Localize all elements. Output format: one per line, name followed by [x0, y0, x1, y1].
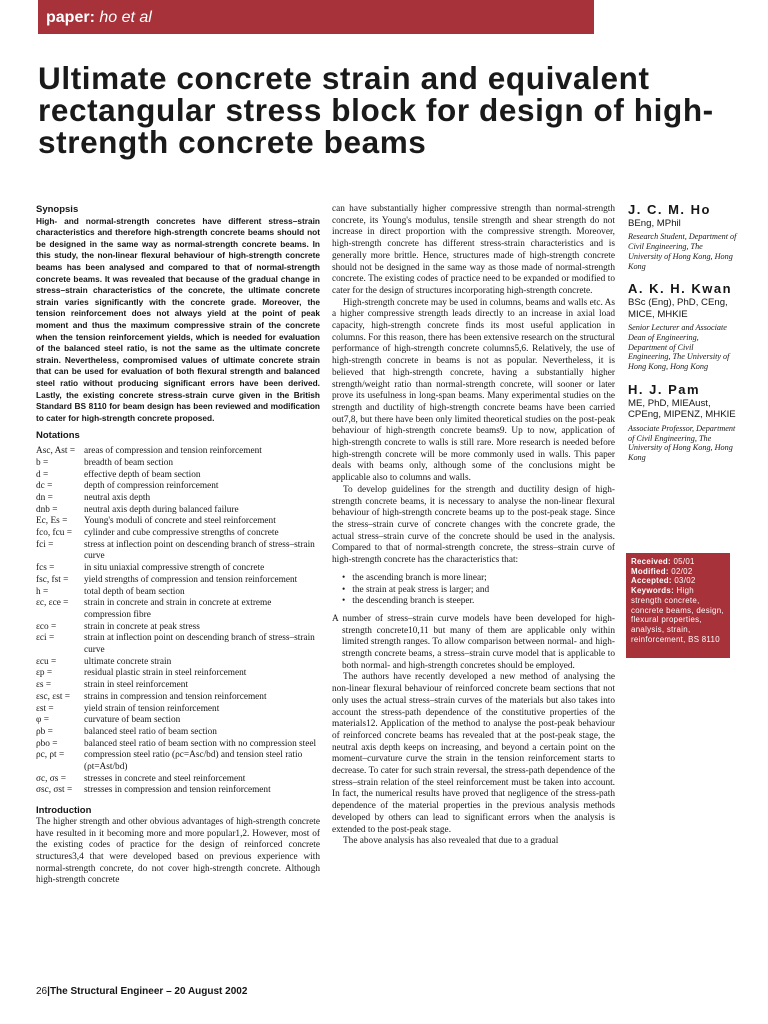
notation-row: [36, 727, 320, 739]
notation-definition: strain in concrete at peak stress: [84, 621, 200, 632]
notation-row: [36, 528, 320, 540]
notation-symbol: εc, εce =: [36, 598, 69, 609]
authors-column: [628, 204, 738, 475]
modified-label: Modified:: [631, 566, 669, 576]
notation-definition: yield strain of tension reinforcement: [84, 703, 220, 714]
received-date: 05/01: [673, 557, 695, 566]
notation-definition: strain in steel reinforcement: [84, 680, 189, 691]
notation-row: [36, 575, 320, 587]
notation-symbol: fsc, fst =: [36, 574, 69, 585]
notation-symbol: σsc, σst =: [36, 785, 73, 796]
notation-row: [36, 680, 320, 692]
column-1: [36, 204, 320, 887]
body-paragraph: The authors have recently developed a new method of analysing the non-linear flexural behaviour of reinforced concrete beam sections that not only uses the actual stress–strain curves of the materials but also takes into account the stress-path dependence of the constitutive properties of the materials12. Application of the method to analyse the post-peak behaviour of reinforced concrete beams has revealed that at the post-peak stage, the neutral axis depth keeps on increasing, and beyond a certain point on the moment–curvature curve the strain in the tension reinforcement starts to decrease. To cater for such strain reversal, the stress-path dependence of the stress–strain relation of the steel reinforcement must be taken into account. In fact, the numerical results have proved that negligence of the stress-path dependence of the material properties in the previous analysis methods developed by others can lead to significant errors when the analysis is extended to the post-peak stage.: [332, 672, 615, 835]
received-line: [631, 557, 725, 567]
list-item: • the ascending branch is more linear;: [342, 573, 615, 585]
author-qualifications: BSc (Eng), PhD, CEng, MICE, MHKIE: [628, 297, 728, 320]
notation-row: [36, 516, 320, 528]
author-qualifications: ME, PhD, MIEAust, CPEng, MIPENZ, MHKIE: [628, 397, 736, 421]
notation-symbol: Ec, Es =: [36, 516, 68, 527]
journal-name: The Structural Engineer – 20 August 2002: [49, 986, 248, 997]
list-item: • the descending branch is steeper.: [342, 596, 615, 608]
body-paragraph: To develop guidelines for the strength and ductility design of high-strength concrete beams, it is necessary to analyse the non-linear flexural behaviour of high-strength concrete beams up to the post-peak stage. Since the stress–strain curve of concrete changes with the concrete grade, the actual stress–strain curve of the concrete should be used in the analysis. Compared to that of normal-strength concrete, the stress–strain curve of high-strength concrete has the characteristics that:: [332, 484, 615, 566]
notation-definition: balanced steel ratio of beam section with no compression steel: [84, 738, 317, 749]
notation-row: [36, 446, 320, 458]
notation-symbol: d =: [36, 469, 49, 480]
notation-definition: curvature of beam section: [84, 715, 181, 726]
notation-symbol: dc =: [36, 481, 53, 492]
author-block: [628, 204, 738, 271]
notation-row: [36, 739, 320, 751]
notation-definition: compression steel ratio (ρc=Asc/bd) and tension steel ratio (ρt=Ast/bd): [84, 750, 303, 773]
notation-row: [36, 458, 320, 470]
introduction-heading: Introduction: [36, 805, 92, 817]
accepted-date: 03/02: [674, 576, 696, 586]
notation-symbol: εp =: [36, 668, 53, 679]
header-label: paper:: [46, 9, 95, 26]
notation-definition: areas of compression and tension reinforcement: [84, 446, 262, 457]
notation-row: [36, 657, 320, 669]
notation-row: [36, 563, 320, 575]
notation-row: [36, 692, 320, 704]
author-name: J. C. M. Ho: [628, 202, 711, 217]
notation-row: [36, 774, 320, 786]
notation-definition: neutral axis depth: [84, 492, 151, 503]
notation-definition: in situ uniaxial compressive strength of concrete: [84, 563, 265, 574]
notation-row: [36, 668, 320, 680]
author-name: H. J. Pam: [628, 382, 701, 398]
synopsis-heading: Synopsis: [36, 204, 79, 215]
accepted-line: [631, 576, 725, 586]
notation-row: [36, 540, 320, 563]
notation-definition: stresses in compression and tension reinforcement: [84, 785, 271, 796]
page-number: 26: [36, 986, 48, 997]
keywords-text: High strength concrete, concrete beams, design, flexural properties, analysis, strain, reinforcement, BS 8110: [631, 586, 724, 644]
notation-row: [36, 750, 320, 773]
notation-definition: yield strengths of compression and tension reinforcement: [84, 574, 298, 585]
author-affiliation: Research Student, Department of Civil Engineering, The University of Hong Kong, Hong Kong: [628, 232, 737, 271]
notation-row: [36, 481, 320, 493]
notation-row: [36, 715, 320, 727]
notation-symbol: ρc, ρt =: [36, 750, 65, 761]
notation-symbol: fcs =: [36, 563, 55, 574]
author-affiliation: Associate Professor, Department of Civil Engineering, The University of Hong Kong, Hong Kong: [628, 423, 736, 463]
characteristics-list: [332, 573, 615, 608]
notation-definition: total depth of beam section: [84, 586, 185, 597]
notation-row: [36, 633, 320, 656]
notation-symbol: ρbo =: [36, 738, 58, 749]
notation-symbol: fco, fcu =: [36, 528, 72, 539]
page-footer: 26|The Structural Engineer – 20 August 2002: [36, 986, 248, 997]
body-paragraph: High-strength concrete may be used in columns, beams and walls etc. As a higher compressive strength leads directly to an increase in axial load capacity, high-strength concrete finds its most useful application in columns. For this reason, there has been extensive research on the structural performance of high-strength concrete columns5,6. Relatively, the use of high-strength concrete in beams is not as popular. Nevertheless, it is believed that high-strength concrete, having a substantially higher strength/weight ratio than normal-strength concrete, will sooner or later prove its usefulness in long-span beams. Many experimental studies on the strength and ductility of high-strength concrete beams have been carried out7,8, but there have been only limited theoretical studies on the post-peak behaviour of high-strength concrete beams9. Up to now, application of high-strength concrete to walls is still rare. More research is needed before high-strength concrete will be more commonly used in walls. This paper deals with beams only, although some of the conclusions might be applicable also to columns and walls.: [332, 297, 615, 484]
notation-row: [36, 505, 320, 517]
notation-definition: Young's moduli of concrete and steel reinforcement: [84, 516, 276, 527]
notation-definition: strains in compression and tension reinforcement: [84, 691, 267, 702]
notation-symbol: εco =: [36, 621, 57, 632]
notation-row: [36, 704, 320, 716]
list-item: • the strain at peak stress is larger; and: [342, 585, 615, 597]
notation-symbol: Asc, Ast =: [36, 446, 76, 457]
notation-definition: cylinder and cube compressive strengths of concrete: [84, 528, 279, 539]
notation-row: [36, 587, 320, 599]
notation-definition: breadth of beam section: [84, 457, 174, 468]
introduction-text: The higher strength and other obvious advantages of high-strength concrete have resulted in it becoming more and more popular1,2. However, most of the existing codes of practice for the design of reinforced concrete structures3,4 that were developed based on previous experience with normal-strength concrete, do not cover high-strength concrete. Although high-strength concrete: [36, 816, 320, 886]
keywords-box: [626, 553, 730, 658]
body-paragraph: can have substantially higher compressive strength than normal-strength concrete, its Young's modulus, tensile strength and shear strength do not increase in direct proportion with the compressive strength. Moreover, high-strength concrete has different stress-strain characteristics and is generally more brittle. Hence, structures made of high-strength concrete should not be designed in the same way as those made of normal-strength concrete. The existing codes of practice need to be expanded or modified to cater for the design of structures incorporating high-strength concrete.: [332, 204, 615, 296]
notation-definition: neutral axis depth during balanced failure: [84, 504, 239, 515]
column-2: [332, 204, 615, 848]
notation-symbol: εs =: [36, 680, 52, 691]
notation-row: [36, 598, 320, 621]
notation-definition: stress at inflection point on descending branch of stress–strain curve: [84, 539, 315, 562]
notation-row: [36, 493, 320, 505]
notation-row: [36, 622, 320, 634]
modified-date: 02/02: [671, 566, 693, 576]
notation-symbol: dnb =: [36, 504, 58, 515]
accepted-label: Accepted:: [631, 576, 672, 586]
header-authors: ho et al: [99, 9, 152, 26]
notation-symbol: φ =: [36, 715, 49, 726]
notation-definition: effective depth of beam section: [84, 469, 201, 480]
notations-list: [36, 446, 320, 797]
keywords-label: Keywords:: [631, 586, 675, 596]
notation-definition: stresses in concrete and steel reinforcement: [84, 773, 246, 784]
body-paragraph: The above analysis has also revealed that due to a gradual: [343, 836, 559, 847]
notation-definition: strain at inflection point on descending branch of stress–strain curve: [84, 633, 315, 656]
notation-symbol: εcu =: [36, 656, 57, 667]
notation-symbol: εst =: [36, 703, 54, 714]
article-title: Ultimate concrete strain and equivalent rectangular stress block for design of high-strength concrete beams: [38, 60, 714, 160]
author-block: [628, 384, 738, 463]
author-block: [628, 283, 738, 372]
author-qualifications: BEng, MPhil: [628, 217, 681, 229]
notation-symbol: εsc, εst =: [36, 691, 70, 702]
header-text: [46, 9, 152, 27]
body-paragraph: A number of stress–strain curve models have been developed for high-strength concrete10,11 but many of them are applicable only within limited strength ranges. To allow comparison between normal- and high-strength concrete beams, a stress–strain curve model that is applicable to both normal- and high-strength concretes should be employed.: [332, 613, 615, 671]
notation-row: [36, 785, 320, 797]
notation-row: [36, 470, 320, 482]
notation-definition: residual plastic strain in steel reinforcement: [84, 668, 247, 679]
author-affiliation: Senior Lecturer and Associate Dean of Engineering, Department of Civil Engineering, The University of Hong Kong, Hong Kong: [628, 323, 730, 372]
modified-line: [631, 567, 725, 577]
notation-definition: ultimate concrete strain: [84, 656, 172, 667]
keywords-line: [631, 586, 725, 644]
notation-definition: balanced steel ratio of beam section: [84, 726, 217, 737]
notation-symbol: dn =: [36, 492, 53, 503]
notations-heading: Notations: [36, 430, 80, 442]
notation-symbol: ρb =: [36, 726, 53, 737]
notation-definition: depth of compression reinforcement: [84, 481, 219, 492]
notation-definition: strain in concrete and strain in concrete at extreme compression fibre: [84, 598, 272, 620]
notation-symbol: h =: [36, 586, 49, 597]
synopsis-text: High- and normal-strength concretes have different stress–strain characteristics and therefore high-strength concrete beams should not be designed in the same way as normal-strength concrete beams. In this study, the non-linear flexural behaviour of high-strength concrete beams has been analysed and compared to that of normal-strength concrete beams. It was revealed that because of the gradual change in stress–strain characteristics of the concrete, the ultimate concrete strain varies significantly with the concrete grade. Moreover, the tension reinforcement does not always yield at the point of peak moment and thus the maximum compressive strain of the concrete when the tension reinforcement yields, which is needed for evaluation of the balanced steel ratio, is not the same as the ultimate concrete strain. Nevertheless, compromised values of ultimate concrete strain that can be used for evaluation of both flexural strength and balanced steel ratio without producing significant errors have been derived. Lastly, the existing concrete stress-strain curve given in the British Standard BS 8110 for beam design has been reviewed and modification to cater for high-strength concrete proposed.: [36, 215, 320, 423]
notation-symbol: σc, σs =: [36, 773, 66, 784]
received-label: Received:: [631, 557, 671, 566]
notation-symbol: fci =: [36, 539, 54, 550]
notation-symbol: εci =: [36, 633, 55, 644]
author-name: A. K. H. Kwan: [628, 281, 733, 297]
header-bar: [38, 0, 594, 34]
notation-symbol: b =: [36, 457, 49, 468]
